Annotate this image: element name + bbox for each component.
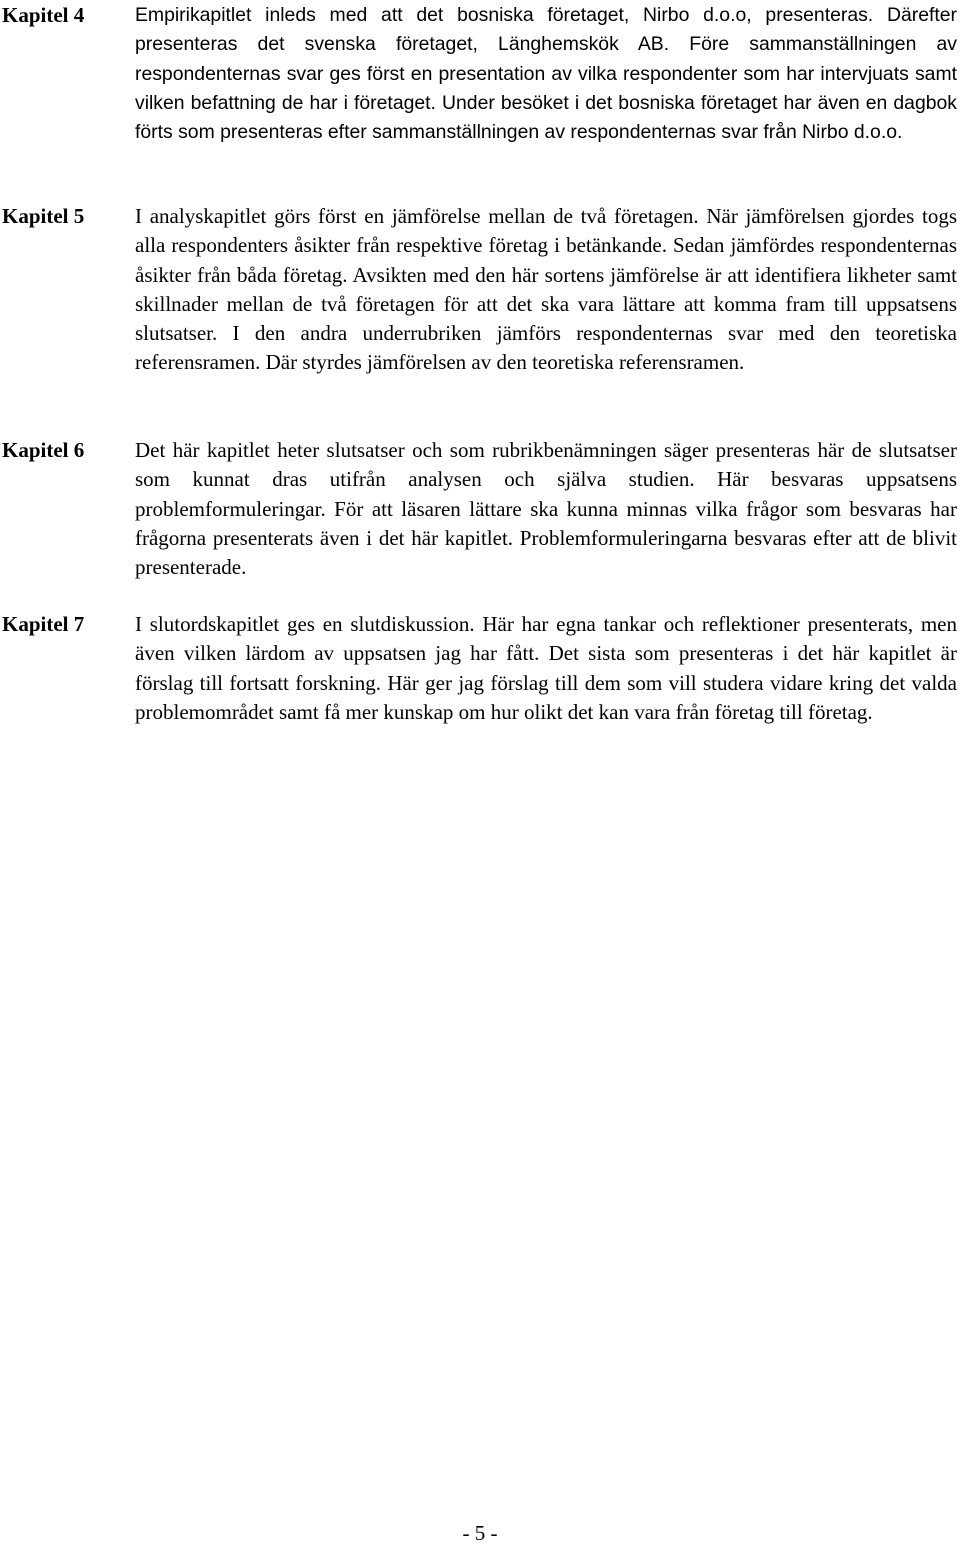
chapter-4-label: Kapitel 4 (2, 3, 85, 27)
chapter-7-text: I slutordskapitlet ges en slutdiskussion. Här har egna tankar och reflektioner presenterats, men även vilken lärdom av uppsatsen jag har fått. Det sista som presenteras i det här kapitlet är förslag till fortsatt forskning. Här ger jag förslag till dem som vill studera vidare kring det valda problemområdet samt få mer kunskap om hur olikt det kan vara från företag till företag. (135, 612, 957, 724)
chapter-5-text: I analyskapitlet görs först en jämförelse mellan de två företagen. När jämförelsen gjordes togs alla respondenters åsikter från respektive företag i betänkande. Sedan jämfördes respondenternas åsikter från båda företag. Avsikten med den här sortens jämförelse är att identifiera likheter samt skillnader mellan de två företagen för att det ska vara lättare att komma fram till uppsatsens slutsatser. I den andra underrubriken jämförs respondenternas svar med den teoretiska referensramen. Där styrdes jämförelsen av den teoretiska referensramen. (135, 204, 957, 375)
chapter-6-text: Det här kapitlet heter slutsatser och som rubrikbenämningen säger presenteras här de slutsatser som kunnat dras utifrån analysen och själva studien. Här besvaras uppsatsens problemformuleringar. För att läsaren lättare ska kunna minnas vilka frågor som besvaras har frågorna presenterats även i det här kapitlet. Problemformuleringarna besvaras efter att de blivit presenterade. (135, 438, 957, 580)
chapter-4-text: Empirikapitlet inleds med att det bosniska företaget, Nirbo d.o.o, presenteras. Därefter presenteras det svenska företaget, Länghemskök AB. Före sammanställningen av respondenternas svar ges först en presentation av vilka respondenter som har intervjuats samt vilken befattning de har i företaget. Under besöket i det bosniska företaget har även en dagbok förts som presenteras efter sammanställningen av respondenternas svar från Nirbo d.o.o. (135, 4, 957, 144)
chapter-6-label: Kapitel 6 (2, 438, 85, 462)
chapter-5-label: Kapitel 5 (2, 204, 85, 228)
page-number: - 5 - (462, 1521, 498, 1545)
chapter-7-label: Kapitel 7 (2, 612, 85, 636)
